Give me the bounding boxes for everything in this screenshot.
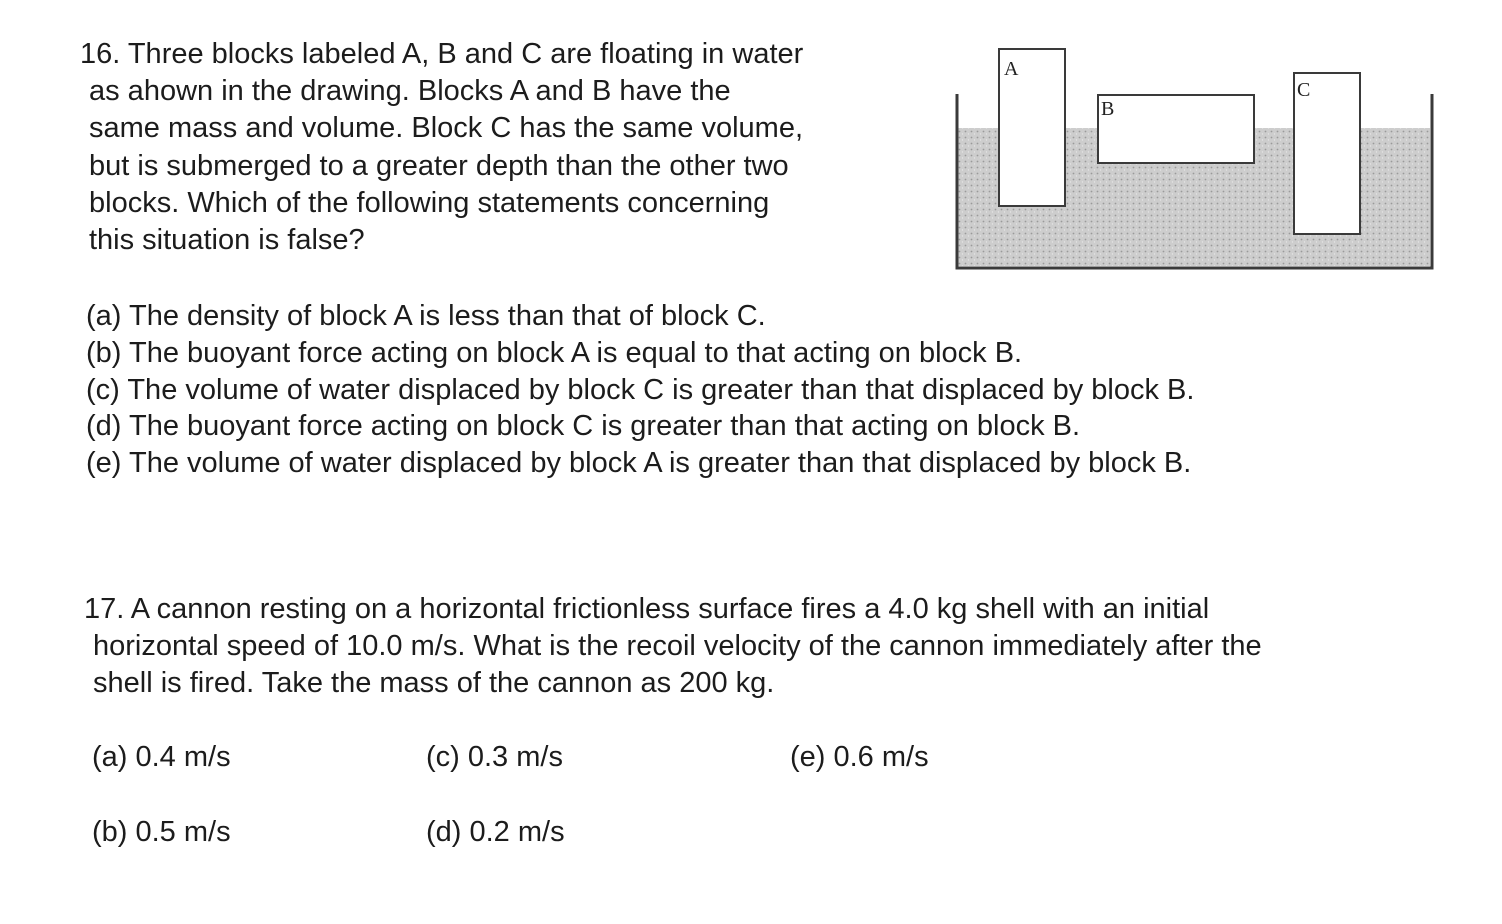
q17-option-a[interactable]: (a) 0.4 m/s [92,741,231,773]
question-17-stem [84,591,1262,703]
q17-option-e[interactable]: (e) 0.6 m/s [790,741,929,773]
q16-stem-line: same mass and volume. Block C has the same volume, [89,112,804,145]
q17-option-d[interactable]: (d) 0.2 m/s [426,816,565,848]
question-16-stem [80,36,920,259]
q17-stem-line: 17. A cannon resting on a horizontal frictionless surface fires a 4.0 kg shell with an initial [84,593,1210,625]
block-a-label: A [1004,58,1019,80]
floating-blocks-diagram [940,40,1450,280]
block-c-label: C [1297,79,1311,101]
q16-stem-line: blocks. Which of the following statements concerning [89,186,770,219]
q16-stem-line: 16. Three blocks labeled A, B and C are floating in water [80,38,804,70]
q17-option-c[interactable]: (c) 0.3 m/s [426,741,563,773]
q16-stem-line: as ahown in the drawing. Blocks A and B have the [89,75,731,108]
q17-option-b[interactable]: (b) 0.5 m/s [92,816,231,848]
q16-stem-line: this situation is false? [89,224,365,257]
block-b-label: B [1101,98,1115,120]
q16-option-d[interactable]: (d) The buoyant force acting on block C is greater than that acting on block B. [86,410,1081,443]
q16-option-a[interactable]: (a) The density of block A is less than that of block C. [86,300,766,332]
q16-option-e[interactable]: (e) The volume of water displaced by block A is greater than that displaced by block B. [86,447,1192,480]
question-16-options [86,298,1194,482]
q17-stem-line: horizontal speed of 10.0 m/s. What is the recoil velocity of the cannon immediately after the [93,630,1262,663]
q17-stem-line: shell is fired. Take the mass of the cannon as 200 kg. [93,667,775,700]
block-b [1098,95,1254,163]
q16-stem-line: but is submerged to a greater depth than the other two [89,149,789,182]
q16-option-c[interactable]: (c) The volume of water displaced by block C is greater than that displaced by block B. [86,373,1195,406]
q16-option-b[interactable]: (b) The buoyant force acting on block A is equal to that acting on block B. [86,336,1023,369]
